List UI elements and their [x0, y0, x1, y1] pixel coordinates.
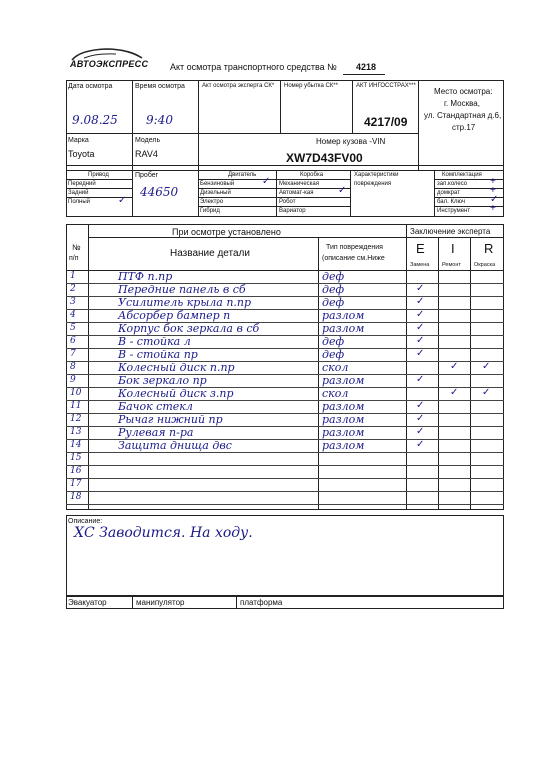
row-divider: [66, 452, 504, 453]
ingos-act-value: 4217/09: [364, 115, 408, 129]
manipulator-label: манипулятор: [136, 598, 185, 607]
mileage-label: Пробег: [135, 172, 159, 179]
damage-type: деф: [322, 270, 345, 283]
engine-petrol-check-icon: ✓: [262, 176, 271, 187]
col-num-label-2: п/п: [69, 255, 79, 262]
row-number: 10: [70, 388, 82, 398]
row-number: 2: [70, 284, 76, 294]
part-name: В - стойка пр: [118, 348, 198, 361]
gearbox-auto-check-icon: ✓: [338, 185, 347, 196]
repair-check-icon: ✓: [450, 387, 459, 398]
damage-type: разлом: [322, 439, 365, 452]
replace-check-icon: ✓: [416, 439, 425, 450]
row-number: 6: [70, 336, 76, 346]
kit-spare: зап.колесо: [437, 181, 468, 187]
brand-value: Toyota: [68, 149, 95, 159]
loss-number-label: Номер убытка СК**: [284, 83, 338, 89]
part-name: Защита днища двс: [118, 439, 232, 452]
engine-diesel: Дизельный: [200, 190, 231, 196]
model-label: Модель: [135, 137, 161, 144]
part-name: Корпус бок зеркала в сб: [118, 322, 260, 335]
kit-jack: домкрат: [437, 190, 460, 196]
col-type-label-2: (описание см.Ниже: [322, 255, 385, 262]
replace-check-icon: ✓: [416, 400, 425, 411]
place-line-3: стр.17: [452, 123, 476, 132]
logo-text: АВТОЭКСПРЕСС: [70, 59, 149, 69]
part-name: Усилитель крыла п.пр: [118, 296, 252, 309]
gearbox-variator: Вариатор: [279, 208, 306, 214]
inspection-section-title: При осмотре установлено: [172, 227, 281, 237]
row-number: 9: [70, 375, 76, 385]
row-number: 15: [70, 453, 82, 463]
date-value: 9.08.25: [72, 113, 118, 127]
description-label: Описание:: [68, 518, 103, 525]
damage-type: разлом: [322, 400, 365, 413]
damage-type: деф: [322, 296, 345, 309]
row-divider: [66, 504, 504, 505]
row-number: 12: [70, 414, 82, 424]
kit-tools-check-icon: +: [490, 203, 496, 214]
replace-check-icon: ✓: [416, 335, 425, 346]
time-label: Время осмотра: [135, 83, 185, 90]
ingos-act-label: АКТ ИНГОССТРАХ***: [356, 83, 416, 89]
col-type-label-1: Тип повреждения: [326, 244, 383, 251]
row-number: 7: [70, 349, 76, 359]
row-number: 13: [70, 427, 82, 437]
replace-check-icon: ✓: [416, 413, 425, 424]
damage-type: разлом: [322, 413, 365, 426]
damage-type: разлом: [322, 322, 365, 335]
row-number: 3: [70, 297, 76, 307]
place-line-1: г. Москва,: [444, 99, 480, 108]
col-e-label: E: [416, 241, 425, 256]
row-number: 1: [70, 271, 76, 281]
engine-electro: Электро: [200, 199, 224, 205]
platform-label: платформа: [240, 598, 283, 607]
col-r-label: R: [484, 241, 494, 256]
vin-value: XW7D43FV00: [286, 151, 363, 165]
kit-label: Комплектация: [442, 172, 482, 178]
kit-key: бал. Ключ: [437, 199, 465, 205]
damage-type: скол: [322, 361, 349, 374]
engine-label: Двигатель: [228, 172, 257, 178]
paint-check-icon: ✓: [482, 361, 491, 372]
replace-check-icon: ✓: [416, 348, 425, 359]
engine-hybrid: Гибрид: [200, 208, 220, 214]
gearbox-robot: Робот: [279, 199, 296, 205]
damage-label-2: повреждения: [354, 181, 392, 187]
row-number: 8: [70, 362, 76, 372]
col-e-sub: Замена: [410, 262, 430, 268]
drive-label: Привод: [88, 172, 109, 178]
part-name: Бачок стекл: [118, 400, 193, 413]
model-value: RAV4: [135, 149, 158, 159]
time-value: 9:40: [146, 113, 173, 127]
row-number: 4: [70, 310, 76, 320]
damage-type: деф: [322, 283, 345, 296]
date-label: Дата осмотра: [68, 83, 113, 90]
evacuator-label: Эвакуатор: [68, 598, 107, 607]
part-name: В - стойка л: [118, 335, 191, 348]
replace-check-icon: ✓: [416, 296, 425, 307]
damage-type: скол: [322, 387, 349, 400]
damage-type: разлом: [322, 426, 365, 439]
drive-full: Полный: [68, 199, 90, 205]
drive-front: Передний: [68, 181, 96, 187]
drive-rear: Задний: [68, 190, 89, 196]
repair-check-icon: ✓: [450, 361, 459, 372]
row-number: 17: [70, 479, 82, 489]
part-name: Бок зеркало пр: [118, 374, 207, 387]
part-name: Рулевая п-ра: [118, 426, 194, 439]
company-logo: [66, 46, 150, 72]
row-divider: [66, 491, 504, 492]
paint-check-icon: ✓: [482, 387, 491, 398]
gearbox-auto: Автомат-кая: [279, 190, 314, 196]
engine-petrol: Бензиновый: [200, 181, 235, 187]
part-name: Передние панель в сб: [118, 283, 246, 296]
col-i-sub: Ремонт: [442, 262, 461, 268]
replace-check-icon: ✓: [416, 426, 425, 437]
kit-key-check-icon: ✓: [490, 194, 499, 205]
part-name: Колесный диск з.пр: [118, 387, 234, 400]
act-number: 4218: [356, 62, 377, 72]
part-name: Рычаг нижний пр: [118, 413, 223, 426]
row-divider: [66, 465, 504, 466]
mileage-value: 44650: [140, 185, 179, 199]
expert-conclusion-title: Заключение эксперта: [410, 227, 491, 236]
col-num-label-1: №: [72, 243, 81, 252]
row-number: 18: [70, 492, 82, 502]
part-name: Колесный диск п.пр: [118, 361, 235, 374]
kit-jack-check-icon: +: [490, 185, 496, 196]
document-title: Акт осмотра транспортного средства №: [170, 62, 337, 72]
col-name-label: Название детали: [170, 248, 250, 259]
col-i-label: I: [451, 241, 455, 256]
brand-label: Марка: [68, 137, 89, 144]
part-name: Абсорбер бампер п: [118, 309, 231, 322]
replace-check-icon: ✓: [416, 322, 425, 333]
damage-type: разлом: [322, 309, 365, 322]
gearbox-label: Коробка: [300, 172, 324, 178]
drive-full-check-icon: ✓: [118, 195, 127, 206]
row-number: 5: [70, 323, 76, 333]
gearbox-manual: Механическая: [279, 181, 320, 187]
row-divider: [66, 478, 504, 479]
replace-check-icon: ✓: [416, 309, 425, 320]
col-r-sub: Окраска: [474, 262, 496, 268]
damage-label-1: Характеристики: [354, 172, 399, 178]
place-line-2: ул. Стандартная д.6,: [424, 111, 502, 120]
damage-type: разлом: [322, 374, 365, 387]
row-number: 14: [70, 440, 82, 450]
vin-label: Номер кузова -VIN: [316, 137, 386, 146]
expert-act-label: Акт осмотра эксперта СК*: [202, 83, 275, 89]
replace-check-icon: ✓: [416, 283, 425, 294]
damage-type: деф: [322, 335, 345, 348]
description-value: ХС Заводится. На ходу.: [74, 525, 253, 541]
row-number: 11: [70, 401, 82, 411]
place-label: Место осмотра:: [434, 87, 493, 96]
part-name: ПТФ п.пр: [118, 270, 173, 283]
kit-spare-check-icon: +: [490, 176, 496, 187]
kit-tools: Инструмент: [437, 208, 471, 214]
damage-type: деф: [322, 348, 345, 361]
row-number: 16: [70, 466, 82, 476]
replace-check-icon: ✓: [416, 374, 425, 385]
